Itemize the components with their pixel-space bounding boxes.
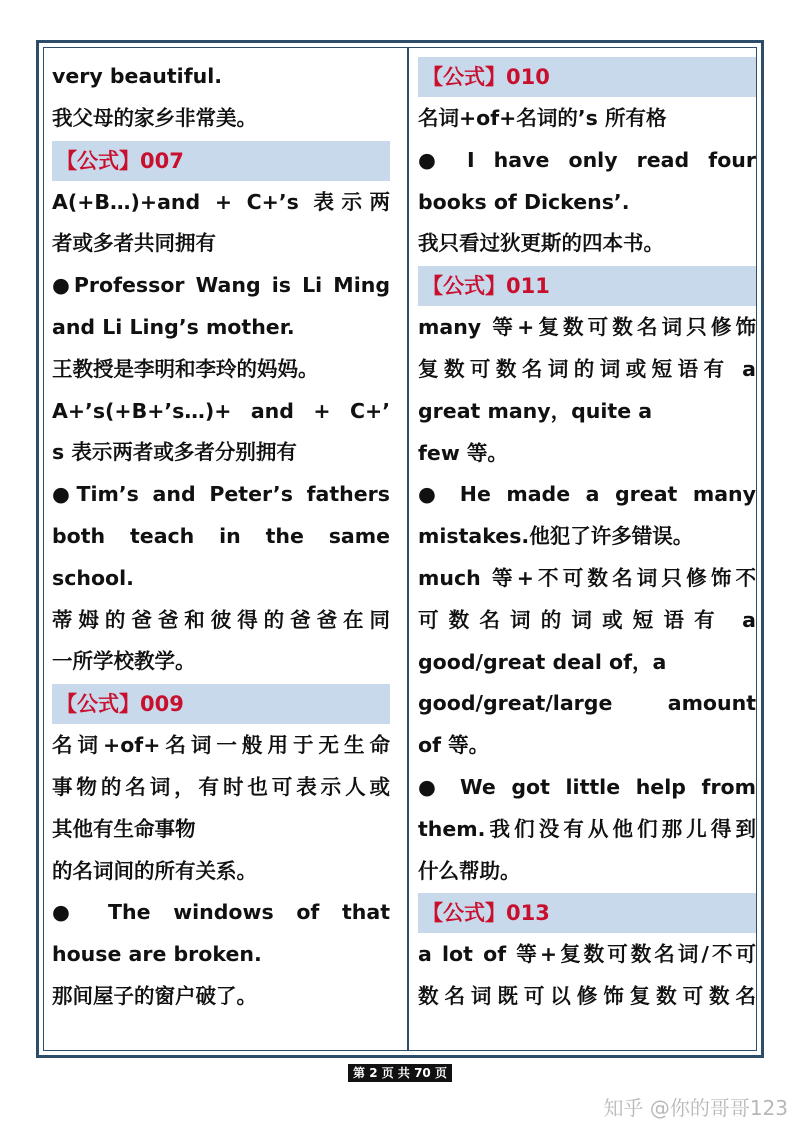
- text-line: s 表示两者或多者分别拥有: [52, 440, 297, 465]
- text-line: 我父母的家乡非常美。: [52, 105, 257, 130]
- text-line: 什么帮助。: [418, 858, 521, 883]
- text-line: 蒂姆的爸爸和彼得的爸爸在同: [52, 607, 390, 632]
- text-line: 事物的名词，有时也可表示人或: [52, 774, 390, 799]
- column-divider: [407, 48, 409, 1050]
- formula-heading: 【公式】009: [52, 684, 390, 724]
- page-number: 第 2 页 共 70 页: [348, 1064, 452, 1082]
- text-line: great many，quite a: [418, 398, 653, 423]
- text-line: 我只看过狄更斯的四本书。: [418, 231, 664, 256]
- text-line: 其他有生命事物: [52, 816, 196, 841]
- text-line: both teach in the same: [52, 523, 390, 548]
- text-line: of 等。: [418, 733, 490, 758]
- text-line: books of Dickens’.: [418, 189, 630, 214]
- text-line: A+’s(+B+’s…)+ and + C+’: [52, 398, 390, 423]
- formula-heading: 【公式】011: [418, 266, 756, 306]
- text-line: ●Professor Wang is Li Ming: [52, 273, 390, 298]
- text-line: 可数名词的词或短语有 a: [418, 607, 756, 632]
- text-line: very beautiful.: [52, 64, 223, 88]
- text-line: good/great deal of，a: [418, 649, 667, 674]
- text-line: few 等。: [418, 440, 508, 465]
- text-line: 一所学校教学。: [52, 649, 196, 674]
- text-line: ● I have only read four: [418, 147, 756, 172]
- text-line: mistakes.他犯了许多错误。: [418, 524, 694, 549]
- page-frame: [36, 40, 764, 1058]
- text-line: 的名词间的所有关系。: [52, 858, 257, 883]
- text-line: and Li Ling’s mother.: [52, 314, 295, 339]
- text-line: house are broken.: [52, 942, 262, 967]
- text-line: A(+B…)+and + C+’s 表示两: [52, 189, 390, 214]
- text-line: ● He made a great many: [418, 482, 756, 507]
- text-line: 数名词既可以修饰复数可数名: [418, 984, 756, 1009]
- text-line: 名词+of+名词的’s 所有格: [418, 106, 667, 130]
- text-line: them.我们没有从他们那儿得到: [418, 816, 756, 841]
- text-line: 名词+of+名词一般用于无生命: [52, 733, 390, 758]
- text-line: good/great/large amount: [418, 691, 756, 716]
- page-frame-inner: [43, 47, 757, 1051]
- formula-heading: 【公式】007: [52, 141, 390, 181]
- text-line: 复数可数名词的词或短语有 a: [418, 356, 756, 381]
- text-line: much 等+不可数名词只修饰不: [418, 565, 756, 590]
- text-line: 者或多者共同拥有: [52, 231, 216, 256]
- page-footer: [0, 1062, 800, 1082]
- left-column: [52, 56, 390, 1050]
- formula-heading: 【公式】013: [418, 893, 756, 933]
- text-line: ●Tim’s and Peter’s fathers: [52, 482, 390, 507]
- text-line: ● We got little help from: [418, 774, 756, 799]
- text-line: 王教授是李明和李玲的妈妈。: [52, 356, 319, 381]
- text-line: a lot of 等+复数可数名词/不可: [418, 942, 756, 967]
- watermark: 知乎 @你的哥哥123: [603, 1096, 788, 1120]
- formula-heading: 【公式】010: [418, 57, 756, 97]
- text-line: many 等+复数可数名词只修饰: [418, 315, 756, 340]
- text-line: 那间屋子的窗户破了。: [52, 983, 257, 1008]
- right-column: [418, 56, 756, 1050]
- text-line: ● The windows of that: [52, 900, 390, 925]
- text-line: school.: [52, 565, 134, 590]
